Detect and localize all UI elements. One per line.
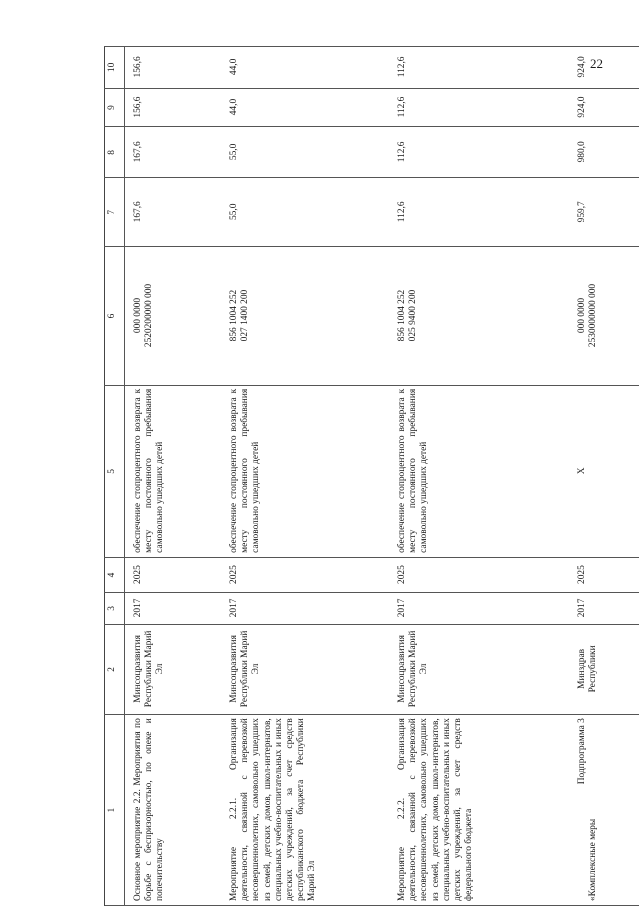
end-year: 2025	[569, 557, 639, 592]
column-header: 8	[105, 127, 125, 178]
budget-code-line: 2520200000 000	[144, 283, 155, 348]
budget-code-line: 856 1004 252	[229, 289, 239, 342]
value-col9: 44,0	[221, 88, 389, 127]
column-header: 7	[105, 178, 125, 247]
page-number: 22	[590, 56, 603, 71]
column-header: 6	[105, 247, 125, 386]
budget-code-line: 027 1400 200	[240, 289, 251, 342]
value-col8: 55,0	[221, 127, 389, 178]
budget-code	[221, 247, 389, 386]
table-row	[221, 47, 389, 906]
table-row	[569, 47, 639, 906]
expected-result: обеспечение стопроцентного возврата к месту постоянного пребывания самовольно ушедших детей	[125, 385, 222, 557]
column-header: 4	[105, 557, 125, 592]
value-col8: 980,0	[569, 127, 639, 178]
measure-name	[569, 715, 639, 906]
value-col9: 156,6	[125, 88, 222, 127]
expected-result: Х	[569, 385, 639, 557]
rotated-table-container	[104, 46, 639, 906]
value-col9: 112,6	[389, 88, 569, 127]
value-col10: 112,6	[389, 47, 569, 89]
column-header: 10	[105, 47, 125, 89]
table-header-row	[105, 47, 125, 906]
start-year: 2017	[125, 593, 222, 624]
executor: Минсоцразвития Республики Марий Эл	[389, 624, 569, 715]
budget-code	[125, 247, 222, 386]
start-year: 2017	[221, 593, 389, 624]
budget-code-line: 2530000000 000	[588, 283, 599, 348]
end-year: 2025	[389, 557, 569, 592]
measure-name: Мероприятие 2.2.2. Организация деятельности, связанной с перевозкой несовершеннолетних, самовольно ушедших из семей, детских домов, школ-интернатов, специальных учебно-воспитательных и иных детских учреждений, за счет средств федерального бюджета	[389, 715, 569, 906]
value-col10: 156,6	[125, 47, 222, 89]
budget-code-line: 000 0000	[133, 297, 143, 334]
start-year: 2017	[569, 593, 639, 624]
measure-name: Основное мероприятие 2.2. Мероприятия по борьбе с беспризорностью, по опеке и попечительству	[125, 715, 222, 906]
value-col7: 959,7	[569, 178, 639, 247]
expected-result: обеспечение стопроцентного возврата к месту постоянного пребывания самовольно ушедших детей	[221, 385, 389, 557]
budget-code-line: 000 0000	[577, 297, 587, 334]
table-row	[125, 47, 222, 906]
expected-result: обеспечение стопроцентного возврата к месту постоянного пребывания самовольно ушедших детей	[389, 385, 569, 557]
table-row	[389, 47, 569, 906]
value-col7: 167,6	[125, 178, 222, 247]
value-col7: 55,0	[221, 178, 389, 247]
subprogram-name: «Комплексные меры	[588, 818, 599, 901]
column-header: 5	[105, 385, 125, 557]
value-col10: 44,0	[221, 47, 389, 89]
column-header: 2	[105, 624, 125, 715]
column-header: 3	[105, 593, 125, 624]
value-col7: 112,6	[389, 178, 569, 247]
value-col9: 924,0	[569, 88, 639, 127]
subprogram-title: Подпрограмма 3	[577, 718, 587, 785]
value-col8: 167,6	[125, 127, 222, 178]
executor: Минсоцразвития Республики Марий Эл	[125, 624, 222, 715]
budget-code	[389, 247, 569, 386]
budget-code	[569, 247, 639, 386]
budget-code-line: 025 9400 200	[408, 289, 419, 342]
value-col10: 924,0	[569, 47, 639, 89]
end-year: 2025	[221, 557, 389, 592]
executor: Минздрав Республики	[569, 624, 639, 715]
end-year: 2025	[125, 557, 222, 592]
budget-code-line: 856 1004 252	[397, 289, 407, 342]
value-col8: 112,6	[389, 127, 569, 178]
column-header: 9	[105, 88, 125, 127]
program-table	[104, 46, 639, 906]
measure-name: Мероприятие 2.2.1. Организация деятельности, связанной с перевозкой несовершеннолетних, самовольно ушедших из семей, детских домов, школ-интернатов, специальных учебно-воспитательных и иных детских учреждений, за счет средств республиканского бюджета Республики Марий Эл	[221, 715, 389, 906]
column-header: 1	[105, 715, 125, 906]
executor: Минсоцразвития Республики Марий Эл	[221, 624, 389, 715]
start-year: 2017	[389, 593, 569, 624]
